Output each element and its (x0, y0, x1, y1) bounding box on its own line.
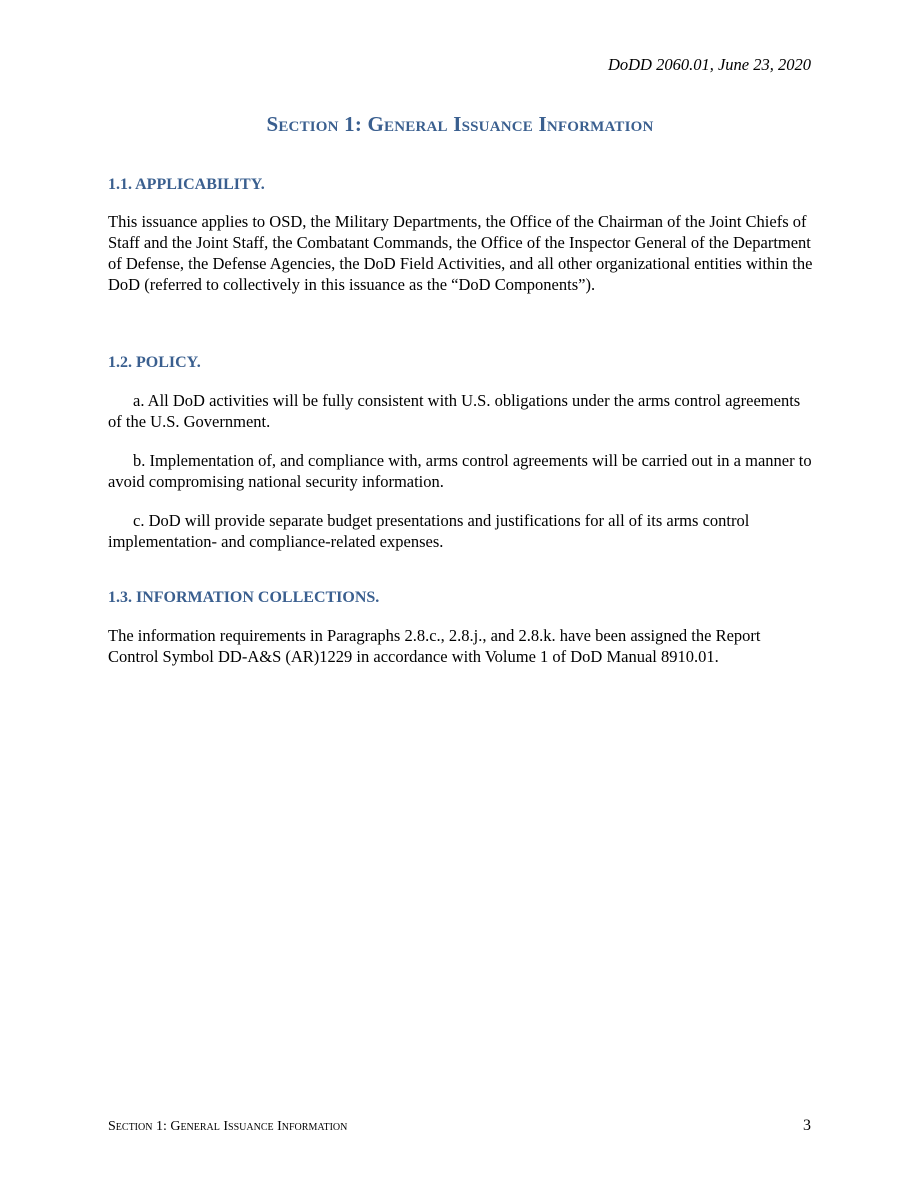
page-number: 3 (803, 1117, 811, 1134)
policy-item-b (108, 450, 813, 492)
paragraph: This issuance applies to OSD, the Military Departments, the Office of the Chairman of the Joint Chiefs of Staff and the Joint Staff, the Combatant Commands, the Office of the Inspector General of the Department of Defense, the Defense Agencies, the DoD Field Activities, and all other organizational entities within the DoD (referred to collectively in this issuance as the “DoD Components”). (108, 212, 813, 294)
document-reference: DoDD 2060.01, June 23, 2020 (607, 55, 811, 74)
section-applicability (108, 176, 813, 194)
section-title: Section 1: General Issuance Information (266, 112, 654, 136)
section-heading: 1.3. INFORMATION COLLECTIONS. (108, 589, 380, 606)
section-heading: 1.1. APPLICABILITY. (108, 176, 265, 193)
policy-item-a (108, 390, 813, 432)
applicability-body (108, 211, 813, 295)
section-policy (108, 354, 813, 372)
paragraph: a. All DoD activities will be fully consistent with U.S. obligations under the arms control agreements of the U.S. Government. (108, 391, 801, 431)
footer-section-label: Section 1: General Issuance Information (108, 1119, 348, 1134)
policy-item-c (108, 510, 813, 552)
paragraph: b. Implementation of, and compliance with, arms control agreements will be carried out in a manner to avoid compromising national security information. (108, 451, 812, 491)
paragraph: c. DoD will provide separate budget presentations and justifications for all of its arms control implementation- and compliance-related expenses. (108, 511, 750, 551)
paragraph: The information requirements in Paragraphs 2.8.c., 2.8.j., and 2.8.k. have been assigned the Report Control Symbol DD-A&S (AR)1229 in accordance with Volume 1 of DoD Manual 8910.01. (108, 626, 761, 666)
section-information-collections (108, 589, 813, 607)
section-heading: 1.2. POLICY. (108, 354, 201, 371)
information-collections-body (108, 625, 813, 667)
